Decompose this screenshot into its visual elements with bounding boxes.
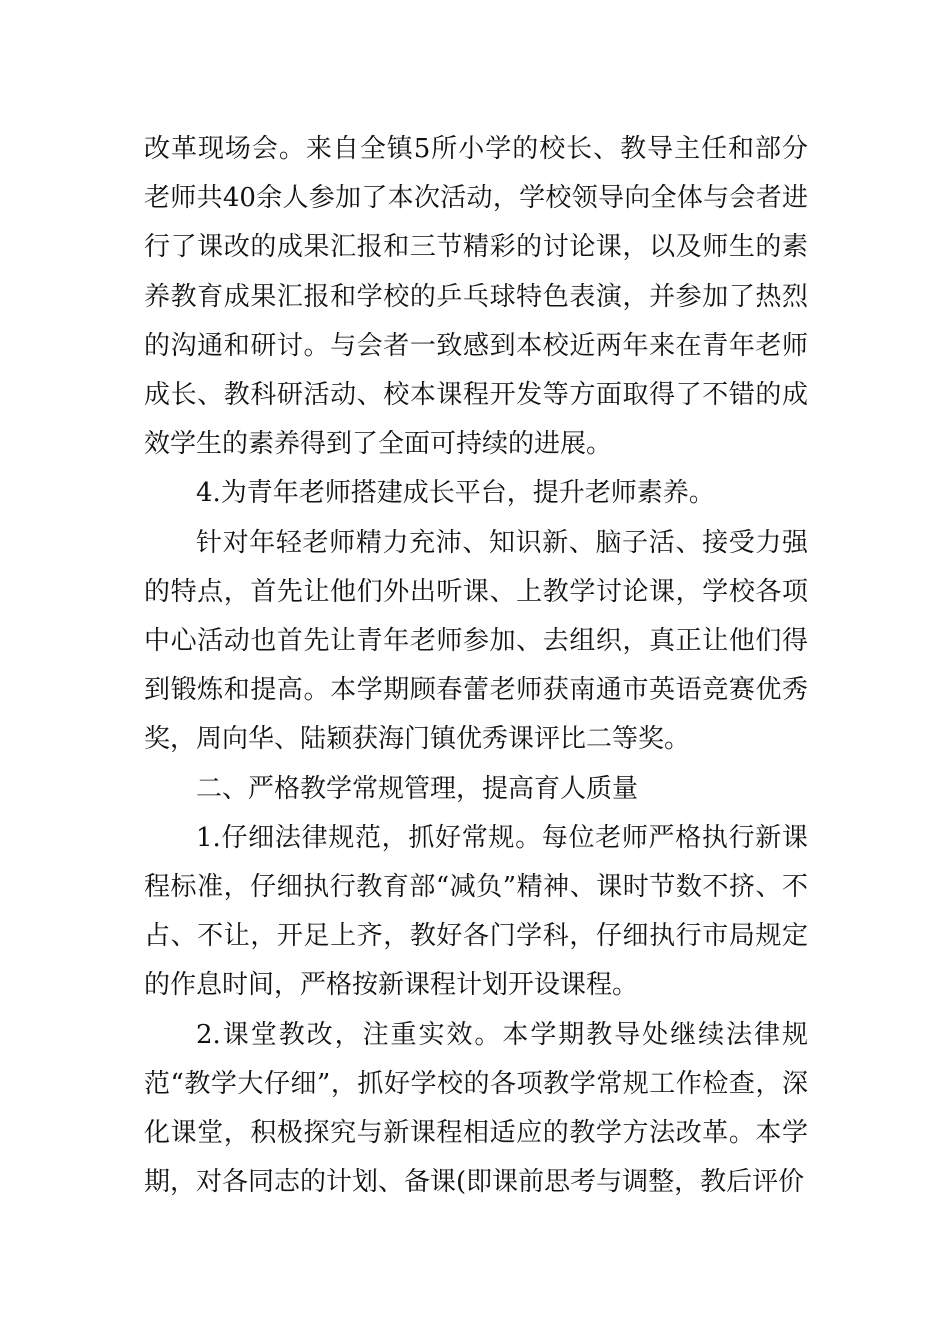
section-heading: 二、严格教学常规管理，提高育人质量 [196, 773, 639, 804]
document-body [144, 125, 808, 1207]
paragraph-6: 2.课堂教改，注重实效。本学期教导处继续法律规范“教学大仔细”，抓好学校的各项教学常规工作检查，深化课堂，积极探究与新课程相适应的教学方法改革。本学期，对各同志的计划、备课(即课前思考与调整，教后评价 [144, 1019, 808, 1198]
paragraph-2: 4.为青年老师搭建成长平台，提升老师素养。 [196, 478, 715, 509]
paragraph-3: 针对年轻老师精力充沛、知识新、脑子活、接受力强的特点，首先让他们外出听课、上教学讨论课，学校各项中心活动也首先让青年老师参加、去组织，真正让他们得到锻炼和提高。本学期顾春蕾老师获南通市英语竞赛优秀奖，周向华、陆颖获海门镇优秀课评比二等奖。 [144, 527, 808, 755]
paragraph-5: 1.仔细法律规范，抓好常规。每位老师严格执行新课程标准，仔细执行教育部“减负”精神、课时节数不挤、不占、不让，开足上齐，教好各门学科，仔细执行市局规定的作息时间，严格按新课程计划开设课程。 [144, 822, 808, 1001]
paragraph-1: 改革现场会。来自全镇5所小学的校长、教导主任和部分老师共40余人参加了本次活动，学校领导向全体与会者进行了课改的成果汇报和三节精彩的讨论课，以及师生的素养教育成果汇报和学校的乒乓球特色表演，并参加了热烈的沟通和研讨。与会者一致感到本校近两年来在青年老师成长、教科研活动、校本课程开发等方面取得了不错的成效学生的素养得到了全面可持续的进展。 [144, 134, 808, 460]
